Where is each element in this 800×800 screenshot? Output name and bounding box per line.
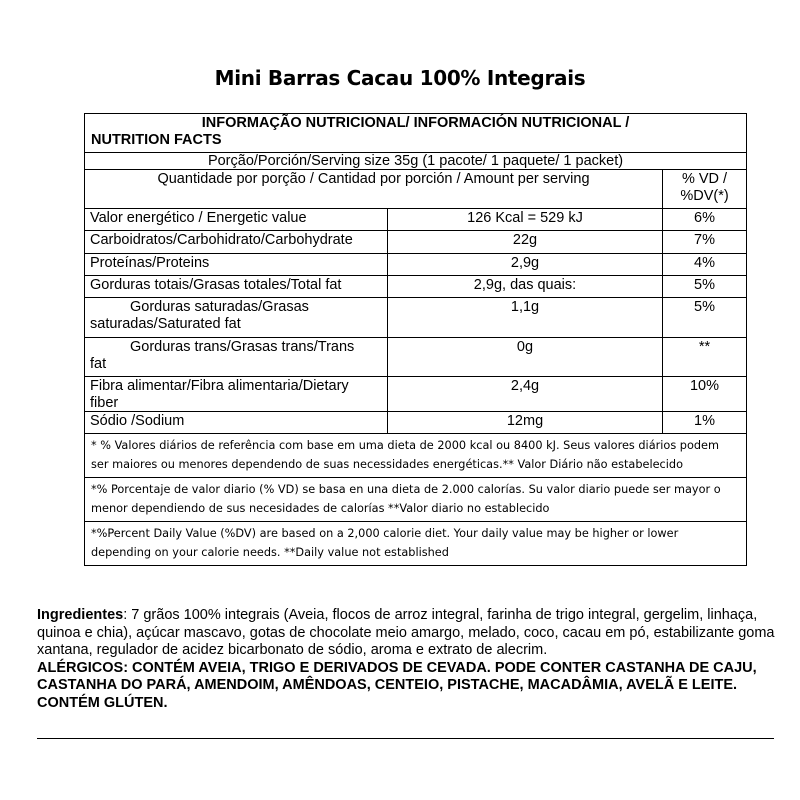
column-header-row <box>85 170 746 209</box>
nutrient-label: Sódio /Sodium <box>85 412 388 433</box>
nutrient-amount: 2,9g <box>388 254 663 275</box>
nutrient-dv: 4% <box>694 255 715 271</box>
allergens-warning: ALÉRGICOS: CONTÉM AVEIA, TRIGO E DERIVADOS DE CEVADA. PODE CONTER CASTANHA DE CAJU, CASTANHA DO PARÁ, AMENDOIM, AMÊNDOAS, CENTEIO, PISTACHE, MACADÂMIA, AVELÃ E LEITE. <box>37 659 757 693</box>
header-line-2: NUTRITION FACTS <box>91 132 222 148</box>
table-row <box>85 276 746 298</box>
nutrient-dv: 6% <box>694 210 715 226</box>
table-row <box>85 298 746 338</box>
quantity-header: Quantidade por porção / Cantidad por porción / Amount per serving <box>85 170 663 208</box>
nutrient-label: Gorduras totais/Grasas totales/Total fat <box>85 276 388 297</box>
nutrient-label: Carboidratos/Carbohidrato/Carbohydrate <box>85 231 388 253</box>
table-row <box>85 231 746 254</box>
footnote-pt: * % Valores diários de referência com base em uma dieta de 2000 kcal ou 8400 kJ. Seus valores diários podem ser maiores ou menores dependendo de suas necessidades energéticas.** Valor Diário não estabelecido <box>85 434 746 478</box>
table-header <box>85 114 746 153</box>
ingredients-section <box>37 607 777 712</box>
nutrient-dv: 5% <box>694 299 715 315</box>
nutrient-label <box>85 298 388 337</box>
nutrient-amount: 0g <box>388 338 663 376</box>
serving-size: Porção/Porción/Serving size 35g (1 pacote/ 1 paquete/ 1 packet) <box>85 153 746 170</box>
nutrient-label-line-2: fiber <box>90 395 119 411</box>
nutrient-dv: 5% <box>694 277 715 293</box>
nutrient-dv: 10% <box>689 378 720 394</box>
nutrient-label: Proteínas/Proteins <box>85 254 388 275</box>
nutrient-label-line-1: Fibra alimentar/Fibra alimentaria/Dietary <box>90 378 349 394</box>
nutrient-amount: 22g <box>388 231 663 253</box>
table-row <box>85 412 746 434</box>
nutrient-label <box>85 377 388 411</box>
bottom-divider <box>37 738 774 739</box>
nutrient-label-line-1: Gorduras saturadas/Grasas <box>130 299 309 315</box>
footnote-en: *%Percent Daily Value (%DV) are based on a 2,000 calorie diet. Your daily value may be higher or lower depending on your calorie needs. **Daily value not established <box>91 527 679 559</box>
footnote-es: *% Porcentaje de valor diario (% VD) se basa en una dieta de 2.000 calorías. Su valor diario puede ser mayor o menor dependiendo de sus necesidades de calorías **Valor diario no establecido <box>85 478 746 522</box>
nutrient-dv: 1% <box>694 413 715 429</box>
nutrient-amount: 2,9g, das quais: <box>388 276 663 297</box>
nutrient-amount: 126 Kcal = 529 kJ <box>388 209 663 230</box>
dv-header: % VD / %DV(*) <box>680 171 729 204</box>
header-line-1: INFORMAÇÃO NUTRICIONAL/ INFORMACIÓN NUTRICIONAL / <box>201 115 630 131</box>
nutrient-label <box>85 338 388 376</box>
table-row <box>85 377 746 412</box>
table-row <box>85 254 746 276</box>
ingredients-label: Ingredientes <box>37 607 124 623</box>
ingredients-list: : 7 grãos 100% integrais (Aveia, flocos de arroz integral, farinha de trigo integral, gergelim, linhaça, quinoa e chia), açúcar mascavo, gotas de chocolate meio amargo, melado, coco, cacau em pó, estabilizante goma xantana, regulador de acidez bicarbonato de sódio, aroma e extrato de alecrim. <box>37 607 775 658</box>
nutrient-label-line-1: Gorduras trans/Grasas trans/Trans <box>130 339 355 355</box>
ingredients-text <box>37 607 777 660</box>
table-row <box>85 209 746 231</box>
nutrient-amount: 1,1g <box>388 298 663 337</box>
nutrient-label-line-2: saturadas/Saturated fat <box>90 316 241 332</box>
nutrient-amount: 2,4g <box>388 377 663 411</box>
nutrient-dv: 7% <box>694 232 715 248</box>
nutrient-dv: ** <box>698 339 711 355</box>
nutrient-amount: 12mg <box>388 412 663 433</box>
gluten-warning: CONTÉM GLÚTEN. <box>37 694 168 711</box>
nutrient-label: Valor energético / Energetic value <box>85 209 388 230</box>
nutrient-label-line-2: fat <box>90 356 107 372</box>
product-title: Mini Barras Cacau 100% Integrais <box>214 66 586 90</box>
table-row <box>85 338 746 377</box>
nutrition-facts-table <box>84 113 747 566</box>
